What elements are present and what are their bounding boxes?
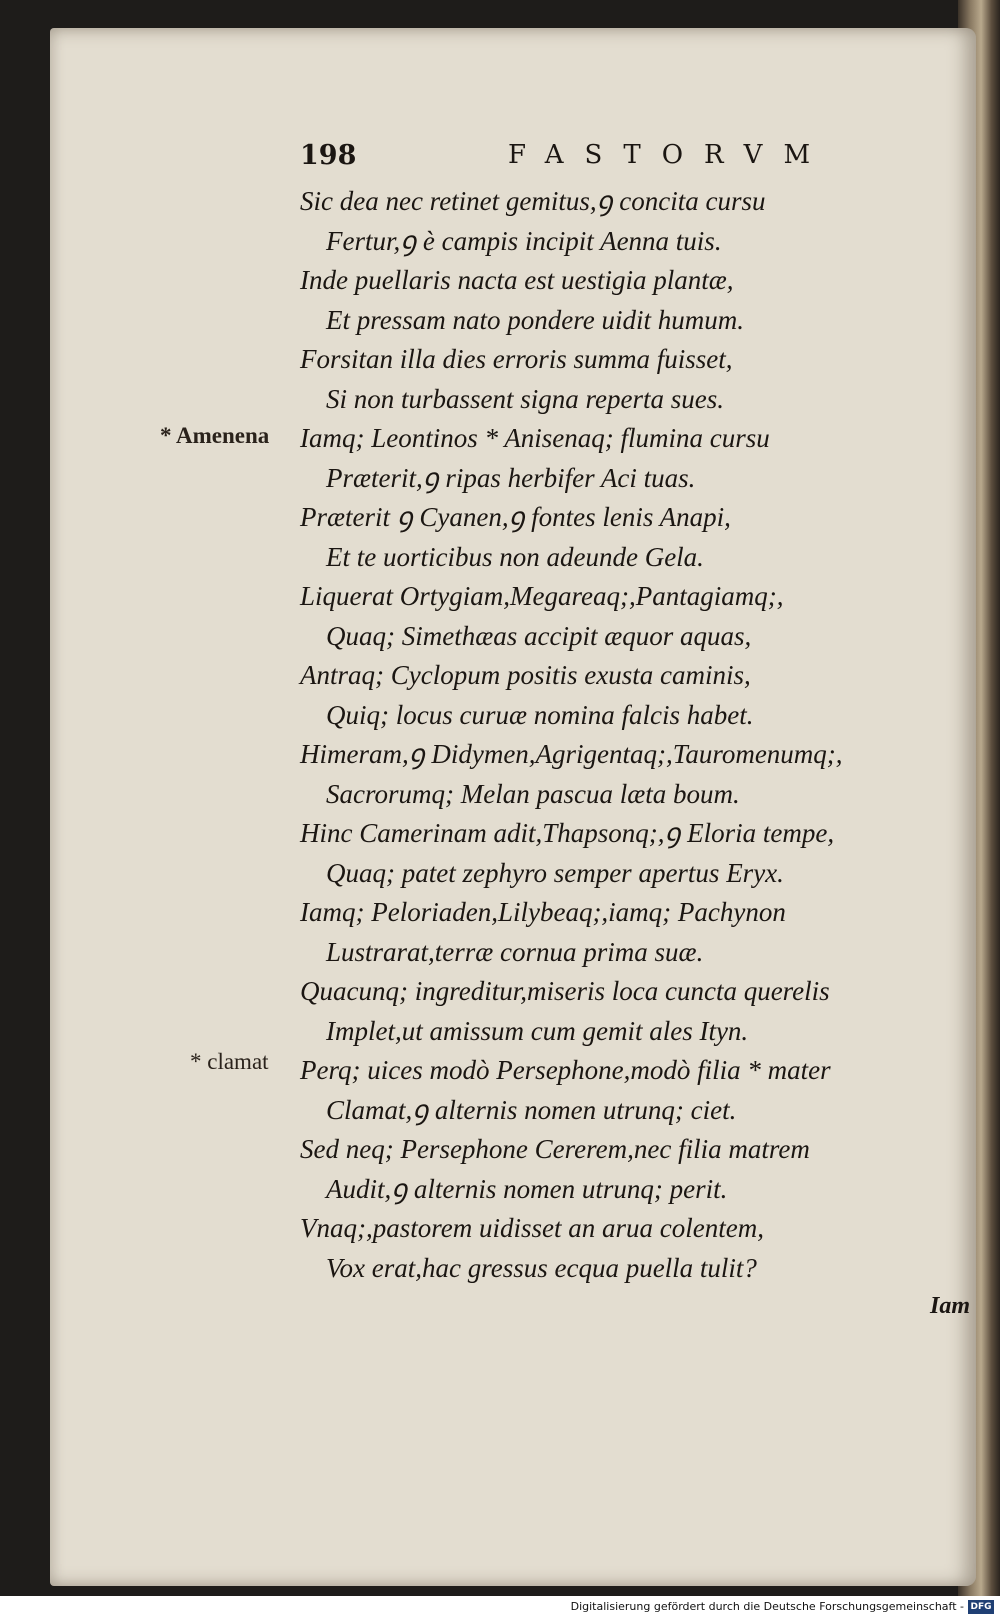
verse-line: Fertur,ꝯ è campis incipit Aenna tuis.	[326, 225, 722, 256]
verse-line: Forsitan illa dies erroris summa fuisset,	[300, 344, 733, 374]
verse-line: Si non turbassent signa reperta sues.	[326, 383, 724, 414]
verse-line: Sed neq; Persephone Cererem,nec filia matrem	[300, 1134, 810, 1164]
catchword: Iam	[930, 1293, 971, 1319]
verse-line: Iamq; Leontinos * Anisenaq; flumina cursu	[300, 423, 770, 453]
verse-line: Sic dea nec retinet gemitus,ꝯ concita cursu	[300, 186, 766, 216]
verse-line: Quiq; locus curuæ nomina falcis habet.	[326, 699, 754, 730]
running-title: FASTORVM	[508, 140, 832, 170]
verse-line: Iamq; Peloriaden,Lilybeaq;,iamq; Pachynon	[300, 897, 786, 927]
verse-line: Vnaq;,pastorem uidisset an arua colentem,	[300, 1213, 764, 1243]
verse-line: Vox erat,hac gressus ecqua puella tulit?	[326, 1252, 757, 1283]
verse-line: Quacunq; ingreditur,miseris loca cuncta querelis	[300, 976, 830, 1006]
verse-line: Quaq; Simethæas accipit æquor aquas,	[326, 620, 752, 651]
verse-line: Liquerat Ortygiam,Megareaq;,Pantagiamq;,	[300, 581, 784, 611]
verse-line: Audit,ꝯ alternis nomen utrunq; perit.	[326, 1173, 728, 1204]
verse-line: Perq; uices modò Persephone,modò filia * mater	[300, 1055, 831, 1085]
verse-block	[300, 182, 900, 1288]
verse-line: Quaq; patet zephyro semper apertus Eryx.	[326, 857, 784, 888]
verse-line: Clamat,ꝯ alternis nomen utrunq; ciet.	[326, 1094, 737, 1125]
verse-line: Hinc Camerinam adit,Thapsonq;,ꝯ Eloria tempe,	[300, 818, 835, 848]
footer	[0, 1596, 1000, 1620]
margin-note: * clamat	[190, 1049, 269, 1074]
verse-line: Implet,ut amissum cum gemit ales Ityn.	[326, 1015, 749, 1046]
funding-notice: Digitalisierung gefördert durch die Deutsche Forschungsgemeinschaft -	[570, 1600, 964, 1613]
page-header	[300, 140, 830, 180]
verse-line: Sacrorumq; Melan pascua læta boum.	[326, 778, 740, 809]
verse-line: Antraq; Cyclopum positis exusta caminis,	[300, 660, 751, 690]
page-number: 198	[300, 140, 357, 171]
verse-line: Præterit ꝯ Cyanen,ꝯ fontes lenis Anapi,	[300, 502, 731, 532]
verse-line: Inde puellaris nacta est uestigia plantæ,	[300, 265, 734, 295]
verse-line: Et te uorticibus non adeunde Gela.	[326, 541, 704, 572]
verse-line: Lustrarat,terræ cornua prima suæ.	[326, 936, 704, 967]
margin-note: * Amenena	[160, 423, 270, 448]
dfg-logo: DFG	[968, 1600, 994, 1614]
verse-line: Et pressam nato pondere uidit humum.	[326, 304, 744, 335]
verse-line: Præterit,ꝯ ripas herbifer Aci tuas.	[326, 462, 696, 493]
verse-line: Himeram,ꝯ Didymen,Agrigentaq;,Tauromenumq;,	[300, 739, 843, 769]
